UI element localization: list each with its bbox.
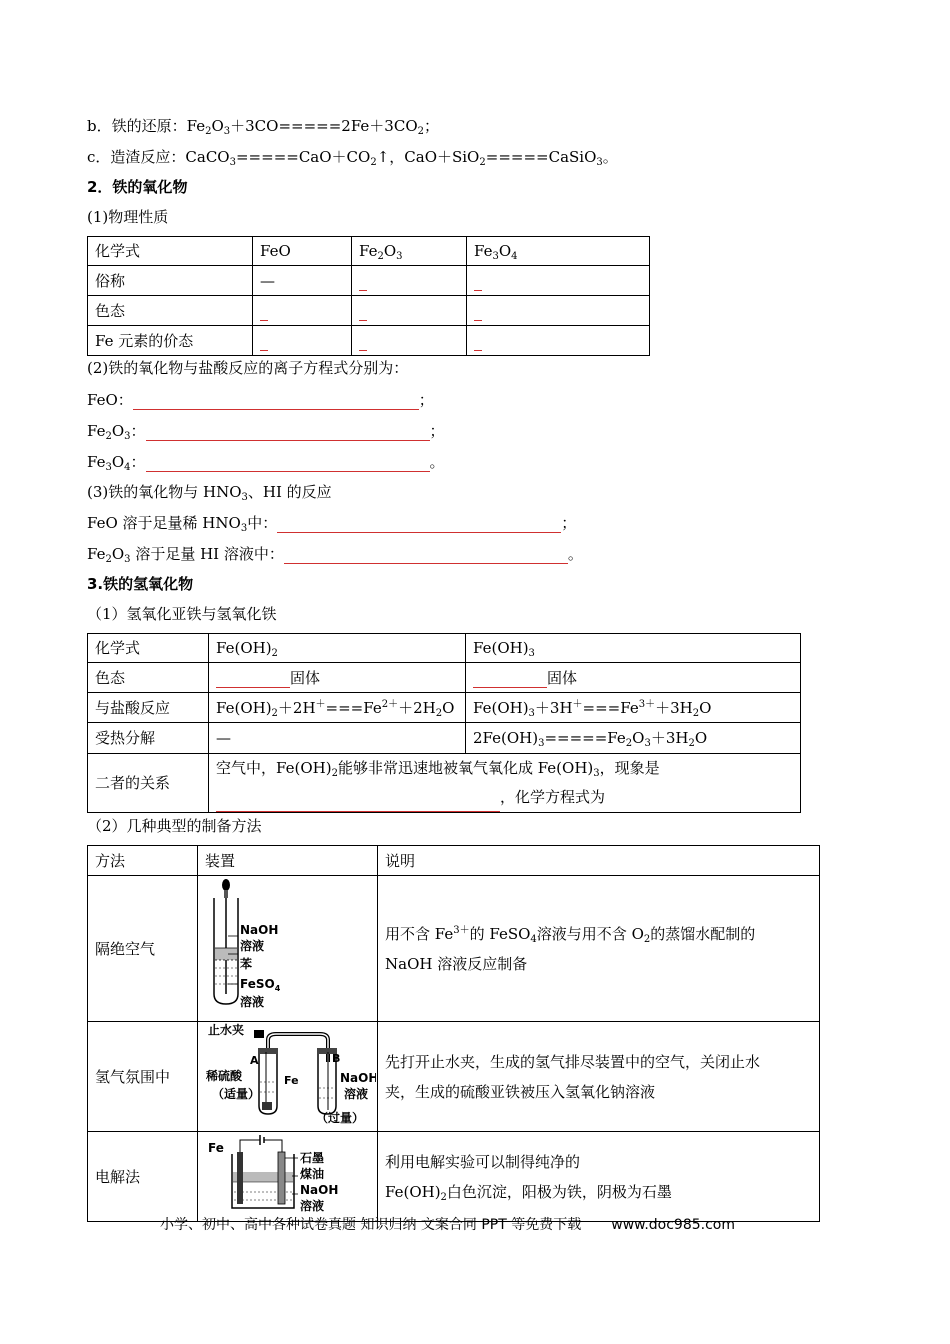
label-solution: 溶液	[344, 1087, 369, 1101]
oxide-row-valence: Fe 元素的价态	[88, 326, 253, 356]
graphite-electrode	[278, 1152, 285, 1204]
oxide-blank[interactable]	[467, 326, 650, 356]
label-naoh: NaOH	[240, 923, 279, 937]
iron-pieces	[262, 1102, 272, 1110]
apparatus-cell-3	[198, 1132, 378, 1222]
subsection-hcl-reaction: (2)铁的氧化物与盐酸反应的离子方程式分别为：	[87, 359, 409, 377]
hydroxide-row-color: 色态	[88, 663, 209, 693]
oxide-blank[interactable]	[253, 296, 352, 326]
oxide-header-label: 化学式	[88, 237, 253, 266]
section-iron-hydroxides: 3.铁的氢氧化物	[87, 575, 194, 593]
oxide-blank[interactable]	[467, 266, 650, 296]
apparatus-isolation-figure	[198, 876, 376, 1016]
label-dilute-acid: 稀硫酸	[206, 1069, 243, 1083]
label-solution: 溶液	[300, 1199, 325, 1213]
hydroxide-table	[87, 633, 801, 813]
answer-blank[interactable]	[277, 518, 561, 533]
oxide-blank[interactable]	[352, 326, 467, 356]
label-graphite: 石墨	[300, 1151, 325, 1165]
oxide-row-alias: 俗称	[88, 266, 253, 296]
label-clamp: 止水夹	[208, 1023, 245, 1037]
answer-blank[interactable]	[284, 549, 568, 564]
label-fe: Fe	[284, 1074, 299, 1087]
method-air-isolation: 隔绝空气	[88, 876, 198, 1022]
line-iron-reduction: b．铁的还原：$Fe_2O_3+3CO=====2Fe+3CO_2$；	[87, 117, 440, 137]
methods-header-description: 说明	[378, 846, 820, 876]
oxide-col-feo: FeO	[253, 237, 352, 266]
apparatus-cell-1	[198, 876, 378, 1022]
hydroxide-row-hcl: 与盐酸反应	[88, 693, 209, 723]
answer-blank[interactable]	[133, 395, 419, 410]
methods-header-method: 方法	[88, 846, 198, 876]
label-fe: Fe	[208, 1141, 224, 1155]
label-a: A	[250, 1054, 259, 1067]
hydroxide-heat-feoh3: $2Fe(OH)_3=====Fe_2O_3+3H_2O$	[466, 723, 801, 754]
hydroxide-col-feoh3: $Fe(OH)_3$	[466, 634, 801, 663]
preparation-methods-table	[87, 845, 820, 1222]
subsection-physical-properties: (1)物理性质	[87, 208, 169, 226]
oxide-row-color: 色态	[88, 296, 253, 326]
oxide-col-fe3o4: $Fe_3O_4$	[467, 237, 650, 266]
apparatus-electrolysis-figure	[198, 1132, 376, 1216]
line-fe2o3-hi: $Fe_2O_3$ 溶于足量 HI 溶液中： 。	[87, 545, 583, 565]
label-feso4: FeSO$_4$	[240, 977, 281, 993]
label-kerosene: 煤油	[300, 1167, 325, 1181]
dropper-bulb	[222, 879, 230, 891]
apparatus-cell-2	[198, 1022, 378, 1132]
oxide-properties-table	[87, 236, 650, 356]
answer-blank[interactable]	[473, 673, 547, 688]
oxide-blank[interactable]	[253, 326, 352, 356]
apparatus-hydrogen-figure	[198, 1022, 376, 1126]
answer-blank[interactable]	[146, 426, 430, 441]
answer-blank[interactable]	[216, 673, 290, 688]
hydroxide-col-feoh2: $Fe(OH)_2$	[209, 634, 466, 663]
label-naoh: NaOH	[300, 1183, 339, 1197]
hydroxide-row-relation: 二者的关系	[88, 754, 209, 813]
dropper-neck	[224, 890, 228, 898]
hydroxide-row-heat: 受热分解	[88, 723, 209, 754]
section-iron-oxides: 2．铁的氧化物	[87, 178, 188, 196]
hydroxide-hcl-feoh2: $Fe(OH)_2+2H^+===Fe^{2+}+2H_2O$	[209, 693, 466, 723]
footer-url[interactable]: www.doc985.com	[611, 1217, 735, 1233]
hydroxide-relation-text: 空气中，$Fe(OH)_2$能够非常迅速地被氧气氧化成 $Fe(OH)_3$，现象是 ，化学方程式为	[209, 754, 801, 813]
method-electrolysis-desc: 利用电解实验可以制得纯净的 $Fe(OH)_2$白色沉淀，阳极为铁，阴极为石墨	[378, 1132, 820, 1222]
line-feo-equation: FeO： ；	[87, 391, 434, 409]
label-solution: 溶液	[240, 939, 265, 953]
subsection-hydroxides: （1）氢氧化亚铁与氢氧化铁	[87, 605, 277, 623]
method-electrolysis: 电解法	[88, 1132, 198, 1222]
hydroxide-header-label: 化学式	[88, 634, 209, 663]
oxide-col-fe2o3: $Fe_2O_3$	[352, 237, 467, 266]
footer-text: 小学、初中、高中各种试卷真题 知识归纳 文案合同 PPT 等免费下载	[160, 1217, 582, 1233]
answer-blank[interactable]	[146, 457, 430, 472]
oxide-feo-alias: —	[253, 266, 352, 296]
subsection-preparation-methods: （2）几种典型的制备方法	[87, 817, 262, 835]
label-b: B	[332, 1052, 341, 1065]
hydroxide-heat-feoh2: —	[209, 723, 466, 754]
answer-blank[interactable]	[216, 797, 500, 812]
line-slag-reaction: c．造渣反应：$CaCO_3=====CaO+CO_2↑$，CaO＋SiO$_2$=====CaSiO$_3$。	[87, 148, 618, 168]
label-solution-2: 溶液	[240, 995, 265, 1009]
oxide-blank[interactable]	[352, 266, 467, 296]
iron-electrode	[237, 1152, 243, 1204]
oxide-blank[interactable]	[467, 296, 650, 326]
method-hydrogen-atmosphere: 氢气氛围中	[88, 1022, 198, 1132]
line-fe2o3-equation: $Fe_2O_3$： ；	[87, 422, 445, 442]
label-excess: （过量）	[316, 1111, 365, 1125]
method-hydrogen-desc: 先打开止水夹，生成的氢气排尽装置中的空气，关闭止水 夹，生成的硫酸亚铁被压入氢氧化钠溶液	[378, 1022, 820, 1132]
subsection-hno3-hi: (3)铁的氧化物与 $HNO_3$、HI 的反应	[87, 483, 332, 503]
label-benzene: 苯	[240, 957, 253, 971]
hydroxide-color-feoh3: 固体	[466, 663, 801, 693]
page-footer	[160, 1214, 735, 1234]
method-air-isolation-desc: 用不含 $Fe^{3+}$的 FeSO$_4$溶液与用不含 $O_2$的蒸馏水配制的 NaOH 溶液反应制备	[378, 876, 820, 1022]
line-feo-hno3: FeO 溶于足量稀 $HNO_3$中： ；	[87, 514, 577, 534]
oxide-blank[interactable]	[352, 296, 467, 326]
line-fe3o4-equation: $Fe_3O_4$： 。	[87, 453, 445, 473]
hydroxide-hcl-feoh3: $Fe(OH)_3+3H^+===Fe^{3+}+3H_2O$	[466, 693, 801, 723]
label-acid-amount: （适量）	[212, 1087, 261, 1101]
label-naoh: NaOH	[340, 1071, 376, 1085]
methods-header-apparatus: 装置	[198, 846, 378, 876]
hydroxide-color-feoh2: 固体	[209, 663, 466, 693]
clamp-icon	[254, 1030, 264, 1038]
